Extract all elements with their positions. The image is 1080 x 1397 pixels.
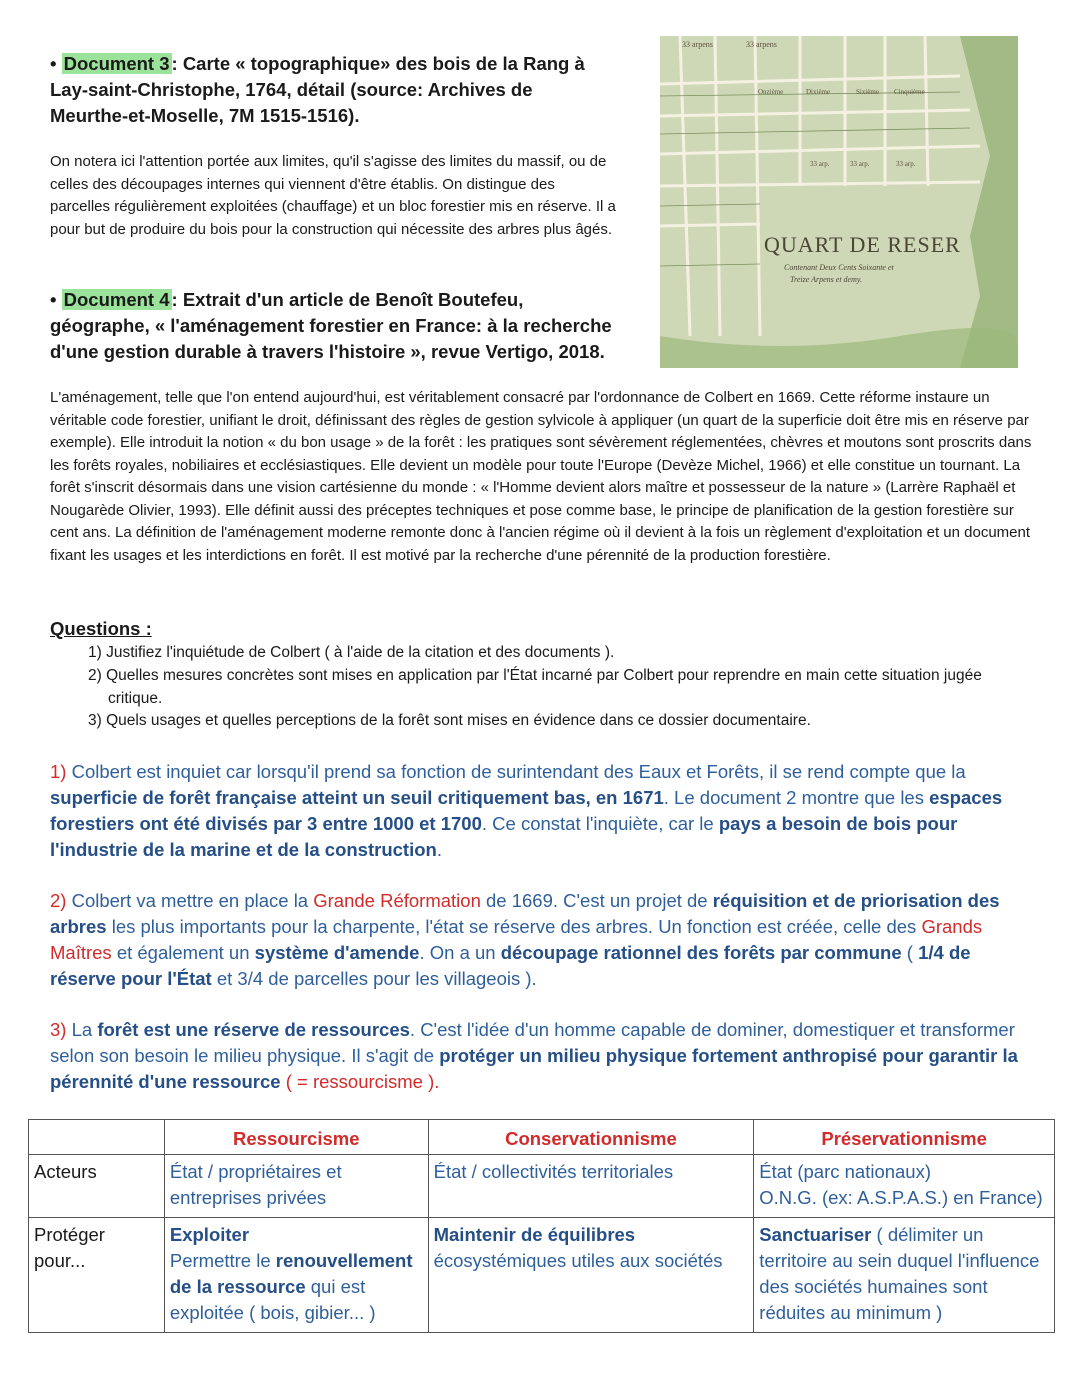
answer-2 <box>50 888 1040 992</box>
map-row-label-4: Cinquième <box>894 88 925 96</box>
cell-text: Permettre le <box>169 1250 276 1271</box>
question-1: 1) Justifiez l'inquiétude de Colbert ( à l'aide de la citation et des documents ). <box>88 644 615 661</box>
cell-bold: renouvellement de la ressource <box>169 1250 413 1297</box>
doc3-heading <box>50 51 610 129</box>
bullet: • <box>50 289 62 310</box>
questions-list <box>50 642 1040 733</box>
map-row-label-1: Onzième <box>758 88 784 96</box>
doc4-label: Document 4 <box>63 289 170 310</box>
answer-text: . C'est l'idée d'un homme capable de dominer, domestiquer et transformer selon son besoin le milieu physique. Il s'agit de <box>50 1019 1015 1066</box>
doc3-label: Document 3 <box>63 53 170 74</box>
doc3-title: : Carte « topographique» des bois de la Rang à Lay-saint-Christophe, 1764, détail (source: Archives de Meurthe-et-Moselle, 7M 1515-1516). <box>50 53 585 126</box>
table-header-conservationnisme: Conservationnisme <box>428 1120 754 1155</box>
answer-bold: pays a besoin de bois pour l'industrie de la marine et de la construction <box>50 813 958 860</box>
answer-bold: superficie de forêt française atteint un seuil critiquement bas, en 1671 <box>50 787 664 808</box>
table-cell: État / collectivités territoriales <box>428 1155 754 1218</box>
answer-text: Colbert va mettre en place la <box>66 890 314 911</box>
table-cell: État / propriétaires et entreprises privées <box>164 1155 428 1218</box>
table-header-empty <box>29 1120 165 1155</box>
table-cell <box>428 1218 754 1333</box>
answer-3-number: 3) <box>50 1019 67 1040</box>
question-2: 2) Quelles mesures concrètes sont mises en application par l'État incarné par Colbert pour reprendre en main cette situation jugée critique. <box>88 666 982 707</box>
answer-text: Colbert est inquiet car lorsqu'il prend sa fonction de surintendant des Eaux et Forêts, il se rend compte que la <box>66 761 966 782</box>
table-row-label: Acteurs <box>29 1155 165 1218</box>
question-3: 3) Quels usages et quelles perceptions de la forêt sont mises en évidence dans ce dossier documentaire. <box>88 712 811 730</box>
answer-1-number: 1) <box>50 761 67 782</box>
map-title: QUART DE RESER <box>764 232 961 257</box>
answer-1 <box>50 759 1035 863</box>
answer-red: ( = ressourcisme ). <box>280 1071 440 1092</box>
map-row-label-2: Dixième <box>806 88 831 96</box>
table-header-ressourcisme: Ressourcisme <box>164 1120 428 1155</box>
table-header-row <box>29 1120 1055 1155</box>
comparison-table <box>28 1119 1055 1333</box>
map-top-label-1: 33 arpens <box>682 40 713 49</box>
cell-text: qui est exploitée ( bois, gibier... ) <box>169 1276 376 1323</box>
answer-text: . Le document 2 montre que les <box>663 787 930 808</box>
map-drawing <box>660 36 1018 368</box>
answer-text: . <box>436 839 442 860</box>
map-row-value-3: 33 arp. <box>896 160 916 168</box>
cell-text: écosystémiques utiles aux sociétés <box>433 1250 723 1271</box>
answer-text: La <box>66 1019 98 1040</box>
answer-text: et 3/4 de parcelles pour les villageois ). <box>211 968 537 989</box>
table-header-preservationnisme: Préservationnisme <box>754 1120 1055 1155</box>
table-cell <box>164 1218 428 1333</box>
answer-2-number: 2) <box>50 890 67 911</box>
table-row-label: Protéger pour... <box>29 1218 165 1333</box>
answer-bold: forêt est une réserve de ressources <box>97 1019 410 1040</box>
answer-red: Grande Réformation <box>313 890 481 911</box>
doc3-body: On notera ici l'attention portée aux limites, qu'il s'agisse des limites du massif, ou de celles des découpages internes qui viennent d'être établis. On distingue des parcelles régulièrement exploitées (chauffage) et un bloc forestier mis en réserve. Il a pour but de produire du bois pour la construction qui nécessite des arbres plus âgés. <box>50 153 616 238</box>
answer-text: ( <box>901 942 919 963</box>
cell-bold: Sanctuariser <box>759 1224 872 1245</box>
answer-text: de 1669. C'est un projet de <box>480 890 713 911</box>
map-row-value-1: 33 arp. <box>810 160 830 168</box>
answer-3 <box>50 1017 1035 1095</box>
map-row-label-3: Sixième <box>856 88 879 96</box>
doc4-body: L'aménagement, telle que l'on entend aujourd'hui, est véritablement consacré par l'ordonnance de Colbert en 1669. Cette réforme instaure un véritable code forestier, unifiant le droit, définissant des règles de gestion sylvicole à appliquer (un quart de la superficie doit être mis en réserve par exemple). Elle introduit la notion « du bon usage » de la forêt : les pratiques sont sévèrement réglementées, chèvres et moutons sont proscrits dans les forêts royales, nobiliaires et ecclésiastiques. Elle devient un modèle pour toute l'Europe (Devèze Michel, 1966) et elle constitue un tournant. La forêt s'inscrit désormais dans une vision cartésienne du monde : « l'Homme devient alors maître et possesseur de la nature » (Larrère Raphaël et Nougarède Olivier, 1993). Elle définit aussi des préceptes techniques et pose comme base, le principe de planification de la gestion forestière sur cent ans. La définition de l'aménagement moderne remonte donc à l'ancien régime où il devient à la fois un règlement d'exploitation et un document fixant les usages et les interdictions en forêt. Il est motivé par la recherche d'une pérennité de la production forestière. <box>50 389 1032 564</box>
doc4-title: : Extrait d'un article de Benoît Boutefeu, géographe, « l'aménagement forestier en France: à la recherche d'une gestion durable à travers l'histoire », revue Vertigo, 2018. <box>50 289 612 362</box>
answer-bold: réquisition et de priorisation des arbres <box>50 890 1000 937</box>
historic-map-image <box>660 36 1018 368</box>
table-row <box>29 1155 1055 1218</box>
map-subtitle-2: Treize Arpens et demy. <box>790 275 862 284</box>
answer-bold: espaces forestiers ont été divisés par 3 entre 1000 et 1700 <box>50 787 1003 834</box>
bullet: • <box>50 53 62 74</box>
answer-red: Grands Maîtres <box>50 916 983 963</box>
answer-text: . On a un <box>419 942 501 963</box>
map-top-label-2: 33 arpens <box>746 40 777 49</box>
table-cell <box>754 1155 1055 1218</box>
questions-title: Questions : <box>50 618 152 639</box>
answer-bold: découpage rationnel des forêts par commune <box>500 942 902 963</box>
answer-bold: 1/4 de réserve pour l'État <box>50 942 971 989</box>
answer-text: et également un <box>111 942 255 963</box>
map-row-value-2: 33 arp. <box>850 160 870 168</box>
answer-bold: système d'amende <box>254 942 420 963</box>
cell-bold: Maintenir de équilibres <box>433 1224 636 1245</box>
answer-text: les plus importants pour la charpente, l'état se réserve des arbres. Un fonction est créée, celle des <box>106 916 922 937</box>
cell-bold: Exploiter <box>169 1224 250 1245</box>
table-row <box>29 1218 1055 1333</box>
cell-text: ( délimiter un territoire au sein duquel l'influence des sociétés humaines sont réduites au minimum ) <box>759 1224 1040 1323</box>
map-subtitle-1: Contenant Deux Cents Soixante et <box>784 263 894 272</box>
table-cell <box>754 1218 1055 1333</box>
answer-text: . Ce constat l'inquiète, car le <box>481 813 719 834</box>
cell-line: O.N.G. (ex: A.S.P.A.S.) en France) <box>759 1187 1043 1208</box>
cell-line: État (parc nationaux) <box>759 1161 932 1182</box>
doc4-heading <box>50 287 620 365</box>
answer-bold: protéger un milieu physique fortement anthropisé pour garantir la pérennité d'une ressource <box>50 1045 1018 1092</box>
